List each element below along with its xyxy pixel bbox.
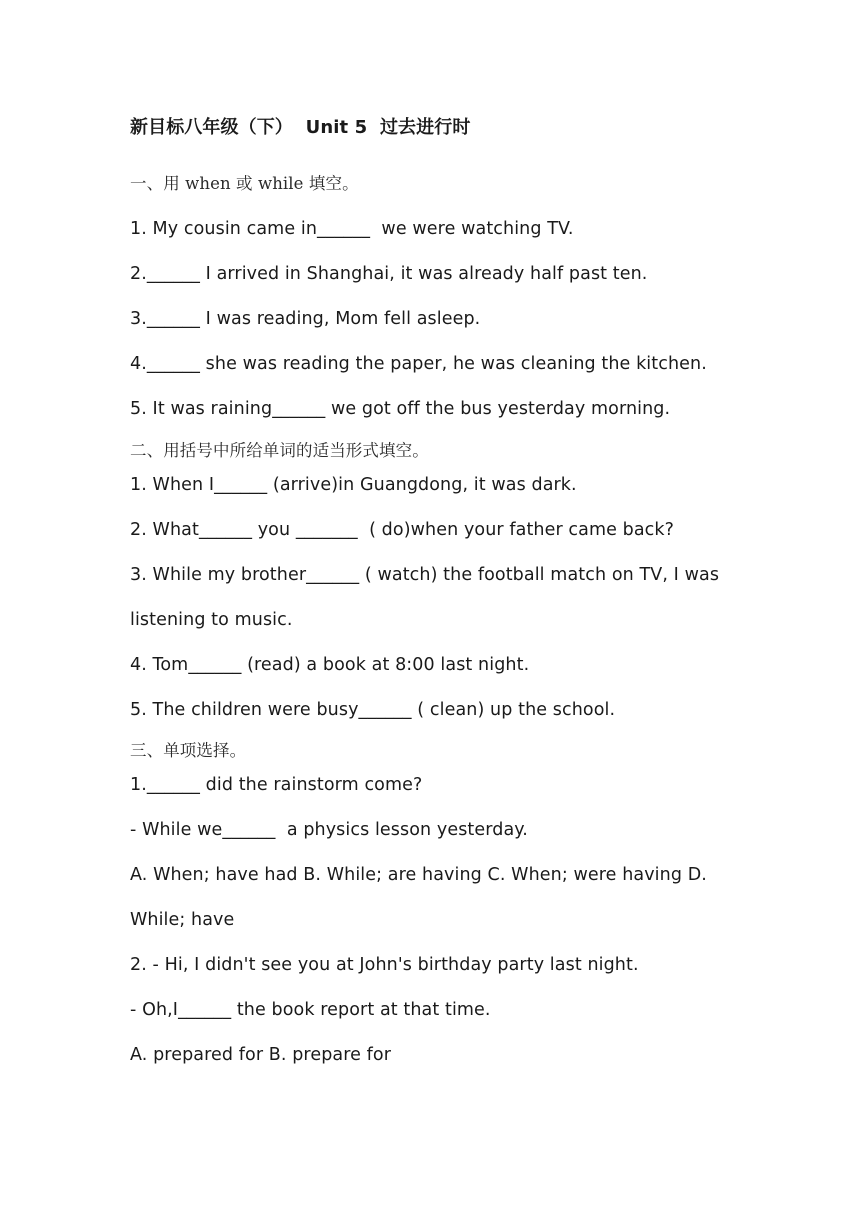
section-3-item-1-question: 1.______ did the rainstorm come? xyxy=(130,775,423,795)
section-1-item-4: 4.______ she was reading the paper, he was cleaning the kitchen. xyxy=(130,354,707,374)
section-2-item-2: 2. What______ you _______ ( do)when your father came back? xyxy=(130,520,675,540)
section-1-item-1: 1. My cousin came in______ we were watching TV. xyxy=(130,219,574,239)
section-2-item-3: 3. While my brother______ ( watch) the football match on TV, I was xyxy=(130,565,720,585)
section-1-item-5: 5. It was raining______ we got off the bus yesterday morning. xyxy=(130,399,671,419)
section-3-item-2-dialog: - Oh,I______ the book report at that time. xyxy=(130,1000,491,1020)
section-2-item-5: 5. The children were busy______ ( clean) up the school. xyxy=(130,700,616,720)
section-3-item-2-options: A. prepared for B. prepare for xyxy=(130,1045,392,1065)
section-2-heading: 二、用括号中所给单词的适当形式填空。 xyxy=(130,441,429,460)
section-3-item-1-options-continued: While; have xyxy=(130,910,235,930)
section-2-item-1: 1. When I______ (arrive)in Guangdong, it was dark. xyxy=(130,475,577,495)
section-3-item-1-dialog: - While we______ a physics lesson yesterday. xyxy=(130,820,528,840)
section-2-item-4: 4. Tom______ (read) a book at 8:00 last night. xyxy=(130,655,530,675)
section-1-heading: 一、用 when 或 while 填空。 xyxy=(130,174,359,193)
document-title: 新目标八年级（下） Unit 5 过去进行时 xyxy=(130,117,471,138)
section-1-item-3: 3.______ I was reading, Mom fell asleep. xyxy=(130,309,481,329)
section-1-item-2: 2.______ I arrived in Shanghai, it was already half past ten. xyxy=(130,264,648,284)
section-3-heading: 三、单项选择。 xyxy=(130,741,247,760)
section-3-item-1-options: A. When; have had B. While; are having C. When; were having D. xyxy=(130,865,707,885)
section-2-item-3-continued: listening to music. xyxy=(130,610,293,630)
section-3-item-2-question: 2. - Hi, I didn't see you at John's birthday party last night. xyxy=(130,955,639,975)
